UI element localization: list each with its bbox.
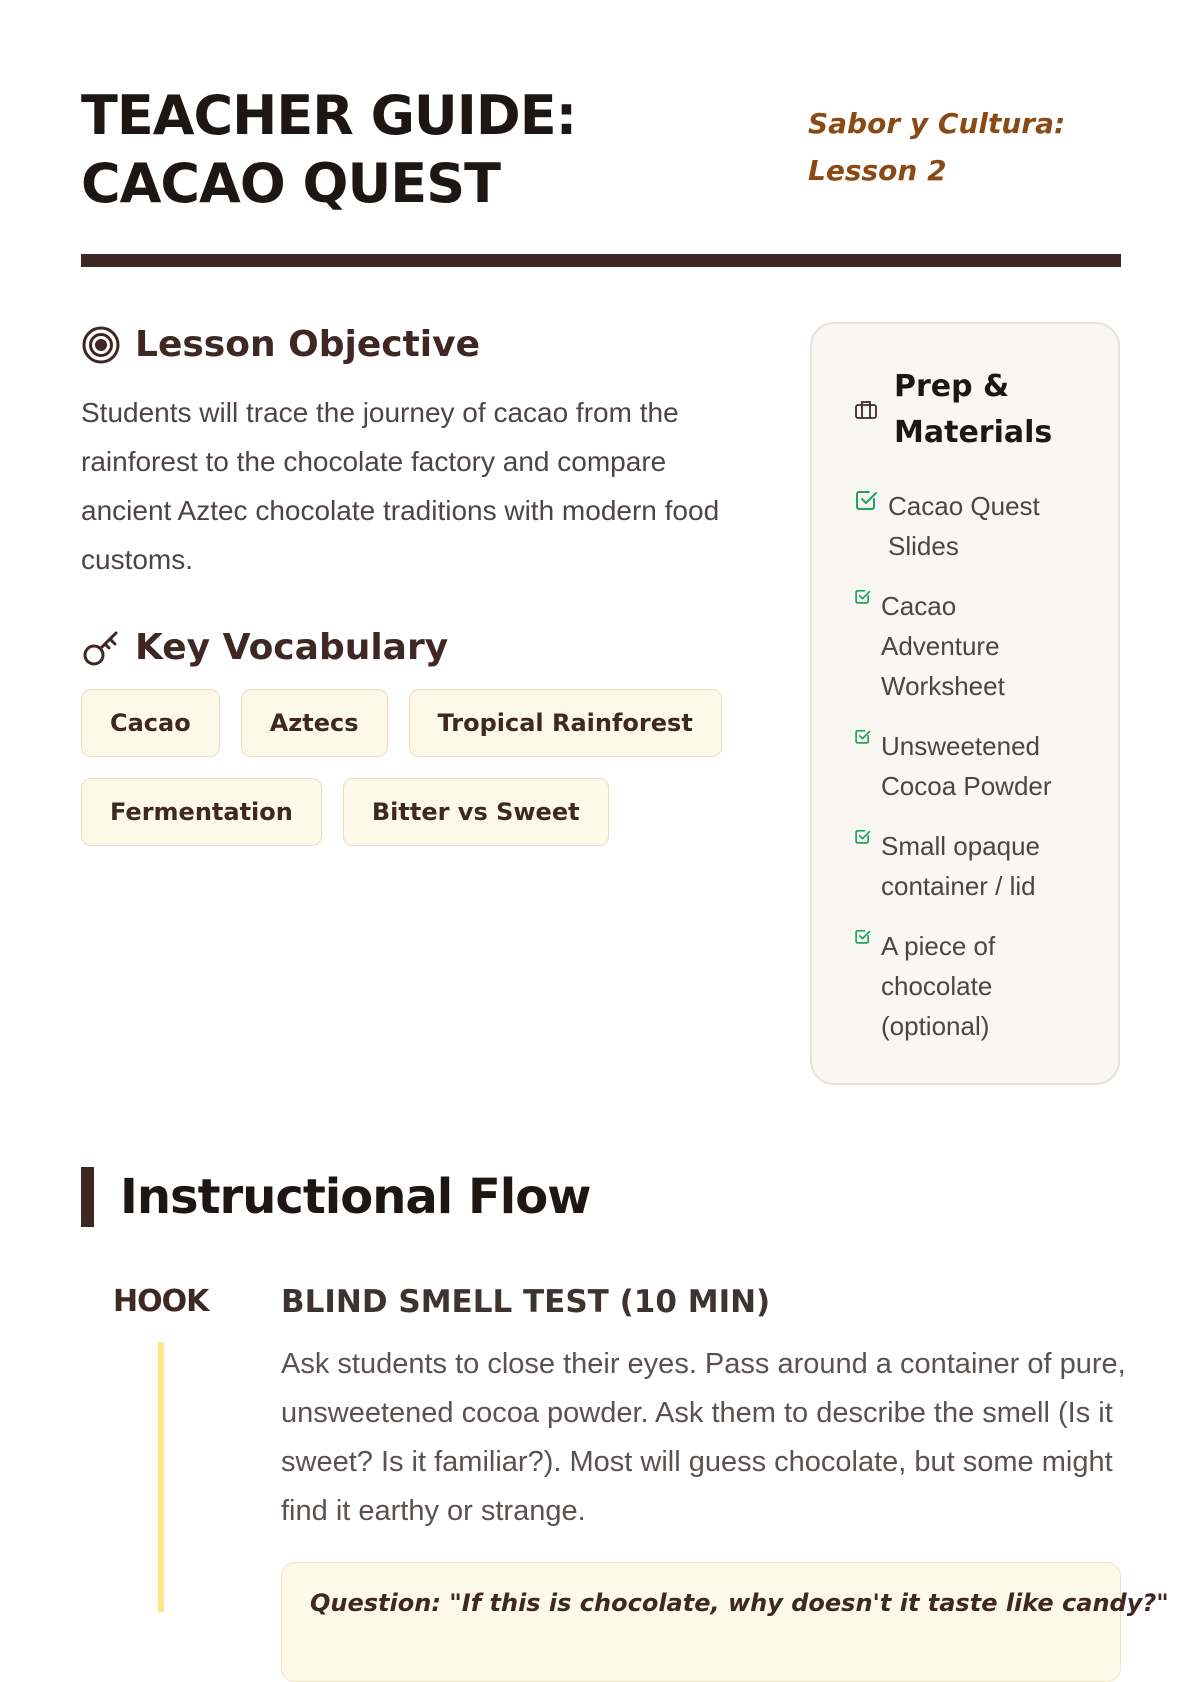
checkbox-checked-icon [854, 928, 871, 945]
vocab-chip-bitter-vs-sweet: Bitter vs Sweet [343, 778, 609, 846]
materials-title-line-1: Prep & [894, 369, 1010, 404]
material-line: Unsweetened [881, 731, 1040, 761]
material-line: Cacao [881, 591, 957, 621]
page-title [81, 82, 721, 218]
material-line: A piece of [881, 931, 996, 961]
material-item-text [881, 926, 995, 1046]
material-line: Worksheet [881, 671, 1005, 701]
phase-label-hook: HOOK [113, 1284, 209, 1319]
objective-heading [81, 324, 480, 365]
material-line: chocolate [881, 971, 993, 1001]
material-line: Adventure [881, 631, 1000, 661]
materials-heading [854, 364, 1052, 456]
material-item-text [888, 486, 1040, 566]
header-divider [81, 254, 1121, 267]
timeline-line [158, 1342, 164, 1612]
flow-heading [81, 1167, 591, 1227]
checkbox-checked-icon [854, 828, 871, 845]
material-item-text [881, 826, 1040, 906]
step-description: Ask students to close their eyes. Pass around a container of pure, unsweetened cocoa powder. Ask them to describe the smell (Is it sweet? Is it familiar?). Most will guess chocolate, but some might find it earthy or strange. [281, 1348, 1126, 1527]
materials-list [854, 486, 1094, 1066]
page-title-line-1: TEACHER GUIDE: [81, 84, 577, 147]
checkbox-checked-icon [854, 588, 871, 605]
discussion-callout: Question: "If this is chocolate, why doesn't it taste like candy?" [281, 1562, 1121, 1682]
material-line: Cocoa Powder [881, 771, 1052, 801]
material-item [854, 586, 1094, 706]
material-item [854, 926, 1094, 1046]
checkbox-checked-icon [854, 488, 878, 512]
material-item [854, 726, 1094, 806]
material-line: container / lid [881, 871, 1036, 901]
objective-heading-label: Lesson Objective [135, 324, 481, 365]
objective-text: Students will trace the journey of cacao from the rainforest to the chocolate factory and compare ancient Aztec chocolate traditions with modern food customs. [81, 397, 720, 575]
flow-heading-accent-bar [81, 1167, 94, 1227]
page-title-line-2: CACAO QUEST [81, 152, 500, 215]
materials-card [810, 322, 1120, 1085]
checkbox-checked-icon [854, 728, 871, 745]
material-item-text [881, 586, 1005, 706]
material-item [854, 486, 1094, 566]
material-item-text [881, 726, 1052, 806]
vocab-chip-tropical-rainforest: Tropical Rainforest [409, 689, 722, 757]
lesson-subtitle [808, 100, 1065, 194]
vocab-chip-aztecs: Aztecs [241, 689, 388, 757]
vocabulary-heading [81, 627, 448, 668]
material-line: (optional) [881, 1011, 990, 1041]
step-title: BLIND SMELL TEST (10 MIN) [281, 1284, 771, 1320]
material-line: Small opaque [881, 831, 1040, 861]
flow-heading-label: Instructional Flow [120, 1169, 591, 1225]
key-icon [81, 628, 121, 668]
materials-title-line-2: Materials [894, 415, 1053, 450]
briefcase-icon [854, 398, 878, 422]
vocabulary-list [81, 689, 741, 846]
material-line: Cacao Quest [888, 491, 1040, 521]
materials-title [894, 364, 1052, 456]
target-icon [81, 325, 121, 365]
lesson-subtitle-line-2: Lesson 2 [808, 154, 947, 187]
vocabulary-heading-label: Key Vocabulary [135, 627, 449, 668]
page-header [81, 82, 1121, 218]
material-line: Slides [888, 531, 959, 561]
vocab-chip-cacao: Cacao [81, 689, 220, 757]
lesson-subtitle-line-1: Sabor y Cultura: [808, 107, 1066, 140]
material-item [854, 826, 1094, 906]
vocab-chip-fermentation: Fermentation [81, 778, 322, 846]
